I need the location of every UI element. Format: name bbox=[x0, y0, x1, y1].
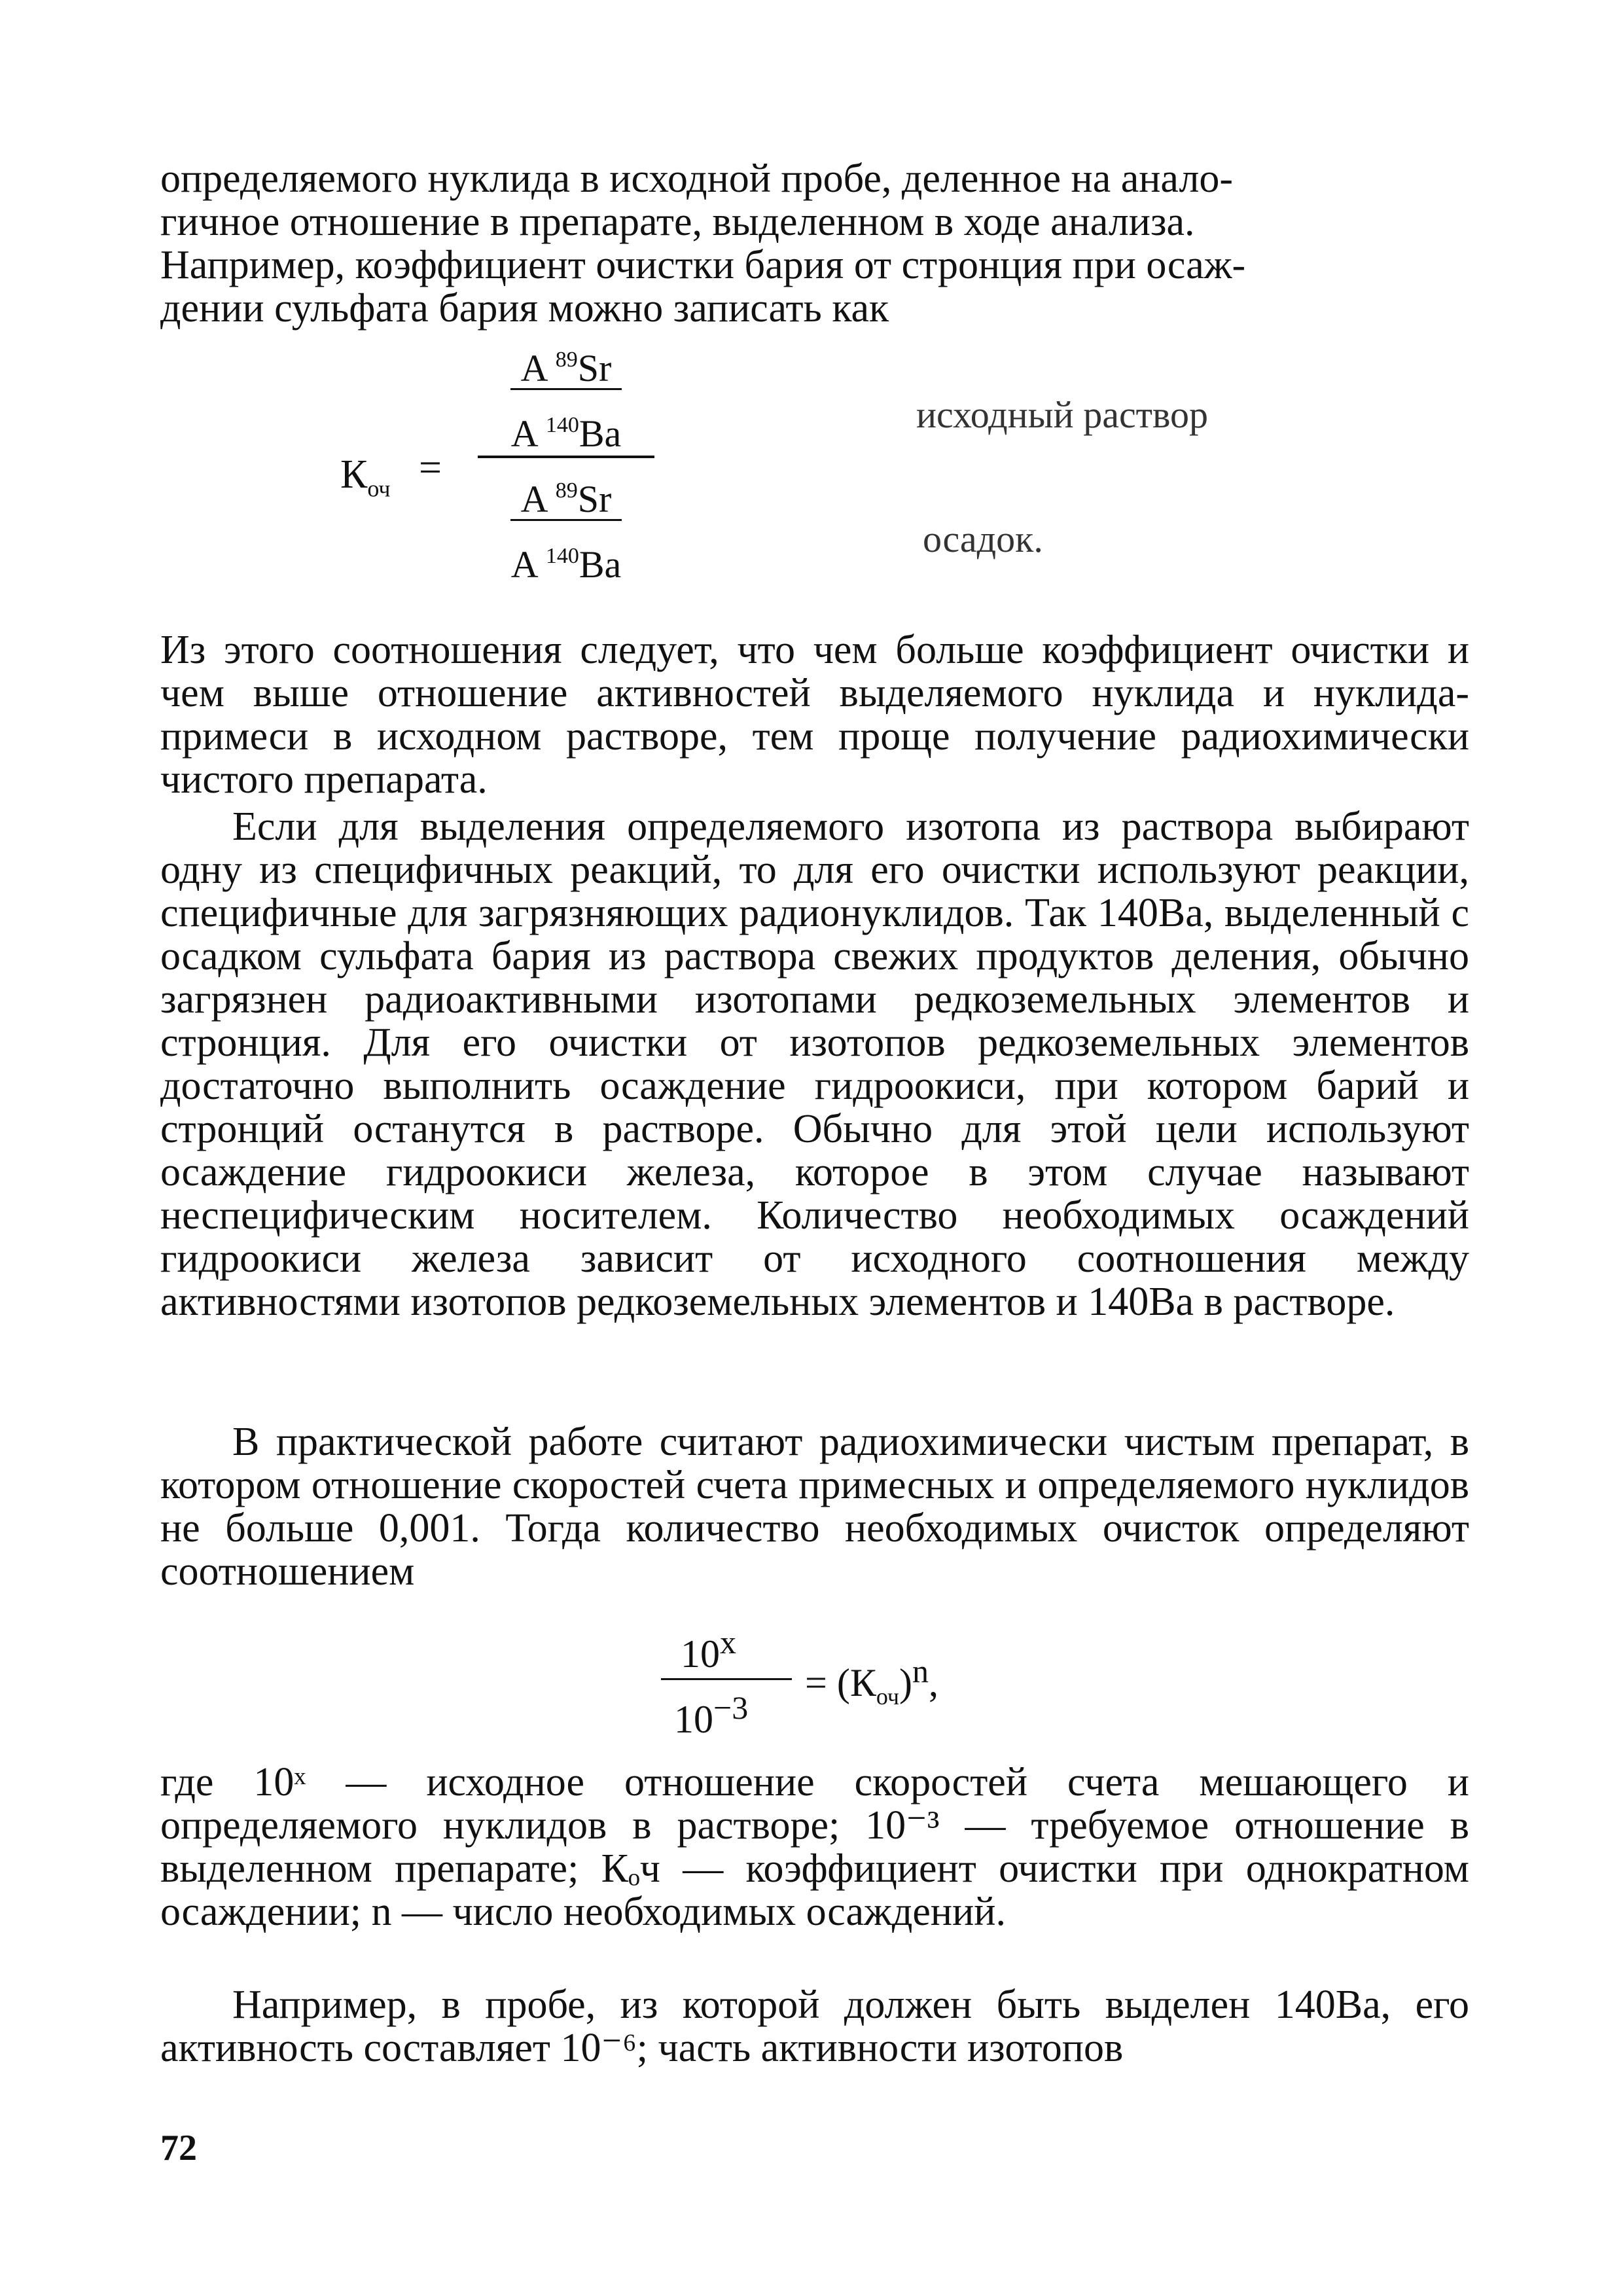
paragraph-3 bbox=[160, 805, 1469, 1323]
intro-paragraph bbox=[160, 157, 1469, 330]
intro-line: дении сульфата бария можно записать как bbox=[160, 286, 889, 331]
paragraph-2 bbox=[160, 628, 1469, 801]
formula-equals: = bbox=[419, 446, 442, 490]
paragraph-5 bbox=[160, 1761, 1469, 1933]
paragraph-6 bbox=[160, 1983, 1469, 2070]
paragraph-text: где 10ˣ — исходное отношение скоростей счета мешающего и определяемого нуклидов в растворе; 10⁻³ — требуемое отношение в выделенном препарате; Кₒч — коэффициент очистки при однократном осаждении; n — число необходимых осаждений. bbox=[160, 1760, 1469, 1934]
purification-count-formula bbox=[654, 1623, 1178, 1754]
formula-numerator: 10$^x$ bbox=[681, 1624, 736, 1676]
nested-fraction bbox=[478, 327, 654, 589]
note-initial-solution: исходный раствор bbox=[916, 393, 1209, 436]
top-denominator: A $^{140}$Ba bbox=[510, 412, 622, 455]
page-number: 72 bbox=[160, 2128, 197, 2168]
top-numerator: A $^{89}$Sr bbox=[478, 327, 654, 393]
paragraph-text: В практической работе считают радиохимически чистым препарат, в котором отношение скоростей счета примесных и определяемого нуклидов не больше 0,001. Тогда количество необходимых очисток определяют соотношением bbox=[160, 1420, 1469, 1594]
bottom-numerator: A $^{89}$Sr bbox=[478, 458, 654, 524]
paragraph-text: Если для выделения определяемого изотопа из раствора выбирают одну из специфичных реакций, то для его очистки используют реакции, специфичные для загрязняющих радионуклидов. Так 140Ba, выделенный с осадком сульфата бария из раствора свежих продуктов деления, обычно загрязнен радиоактивными изотопами редкоземельных элементов и стронция. Для его очистки от изотопов редкоземельных элементов достаточно выполнить осаждение гидроокиси, при котором барий и стронций останутся в растворе. Обычно для этой цели используют осаждение гидроокиси железа, которое в этом случае называют неспецифическим носителем. Количество необходимых осаждений гидроокиси железа зависит от исходного соотношения между активностями изотопов редкоземельных элементов и 140Ba в растворе. bbox=[160, 804, 1469, 1324]
cleaning-coefficient-formula bbox=[340, 327, 1387, 602]
bottom-denominator: A $^{140}$Ba bbox=[510, 543, 622, 586]
formula-rhs: = $(К_{оч})^n$, bbox=[805, 1653, 939, 1710]
formula-denominator: $10^{-3}$ bbox=[674, 1689, 749, 1741]
intro-line: Например, коэффициент очистки бария от стронция при осаж- bbox=[160, 243, 1246, 287]
formula-lhs: $К_{оч}$ bbox=[340, 452, 391, 502]
note-precipitate: осадок. bbox=[923, 518, 1043, 560]
formula-fraction-bar bbox=[661, 1678, 792, 1680]
main-fraction-bar bbox=[478, 456, 654, 458]
intro-line: определяемого нуклида в исходной пробе, деленное на анало- bbox=[160, 156, 1234, 201]
paragraph-text: Из этого соотношения следует, что чем больше коэффициент очистки и чем выше отношение активностей выделяемого нуклида и нуклида-примеси в исходном растворе, тем проще получение радиохимически чистого препарата. bbox=[160, 628, 1469, 802]
intro-line: гичное отношение в препарате, выделенном в ходе анализа. bbox=[160, 200, 1195, 244]
paragraph-text: Например, в пробе, из которой должен быть выделен 140Ba, его активность составляет 10⁻⁶; часть активности изотопов bbox=[160, 1982, 1469, 2070]
paragraph-4 bbox=[160, 1420, 1469, 1593]
